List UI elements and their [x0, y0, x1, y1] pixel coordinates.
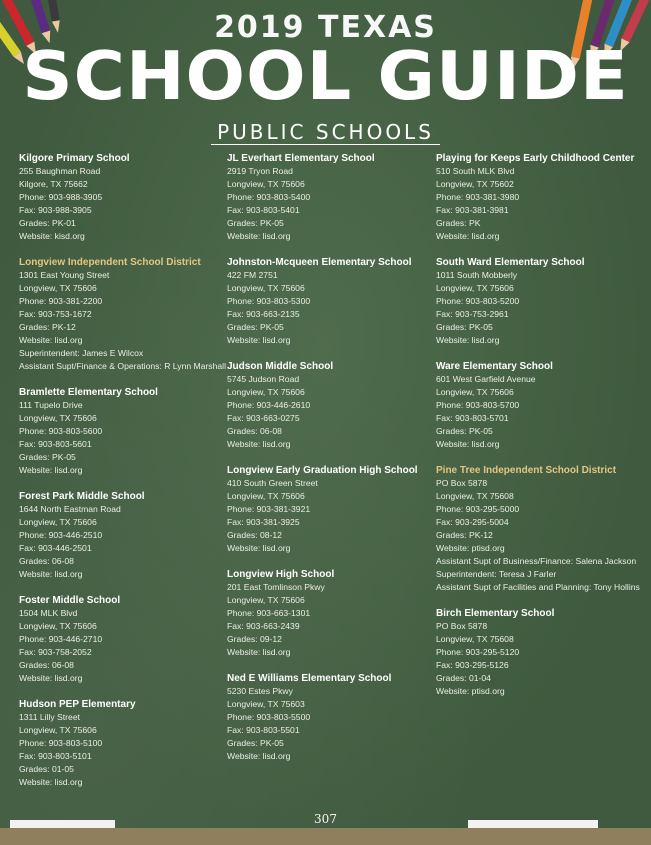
school-detail-line: Longview, TX 75606 [19, 725, 97, 735]
school-name: Longview Early Graduation High School [227, 465, 418, 476]
school-detail-line: Website: lisd.org [227, 543, 291, 553]
school-detail-line: Website: ptisd.org [436, 686, 505, 696]
school-detail-line: Fax: 903-803-5501 [227, 725, 300, 735]
school-name: Forest Park Middle School [19, 491, 145, 502]
school-detail-line: Longview, TX 75606 [436, 387, 514, 397]
school-column-2 [227, 152, 437, 776]
school-detail-line: Phone: 903-988-3905 [19, 192, 103, 202]
school-entry [436, 256, 646, 347]
school-detail-line: Fax: 903-803-5701 [436, 413, 509, 423]
school-detail-line: 422 FM 2751 [227, 270, 278, 280]
school-detail-line: Fax: 903-663-0275 [227, 413, 300, 423]
school-entry [227, 152, 437, 243]
school-detail-line: PO Box 5878 [436, 621, 488, 631]
school-detail-line: 410 South Green Street [227, 478, 318, 488]
school-detail-line: 1311 Lilly Street [19, 712, 80, 722]
school-name: Foster Middle School [19, 595, 121, 606]
school-entry [227, 360, 437, 451]
school-name: JL Everhart Elementary School [227, 153, 375, 164]
school-detail-line: Website: kisd.org [19, 231, 85, 241]
school-name: Playing for Keeps Early Childhood Center [436, 153, 635, 164]
school-detail-line: Fax: 903-753-1672 [19, 309, 92, 319]
school-detail-line: Longview, TX 75606 [19, 413, 97, 423]
school-detail-line: 111 Tupelo Drive [19, 400, 83, 410]
school-detail-line: Fax: 903-803-5101 [19, 751, 92, 761]
school-detail-line: Grades: 01-05 [19, 764, 74, 774]
school-detail-line: Assistant Supt/Finance & Operations: R Lynn Marshall [19, 361, 226, 371]
school-detail-line: Phone: 903-446-2610 [227, 400, 311, 410]
school-detail-line: Fax: 903-803-5401 [227, 205, 300, 215]
school-detail-line: Longview, TX 75606 [227, 491, 305, 501]
guide-main-title: SCHOOL GUIDE [22, 37, 629, 115]
school-detail-line: 510 South MLK Blvd [436, 166, 515, 176]
school-detail-line: Fax: 903-446-2501 [19, 543, 92, 553]
school-detail-line: Fax: 903-758-2052 [19, 647, 92, 657]
school-entry [19, 490, 229, 581]
school-column-1 [19, 152, 229, 802]
school-detail-line: Longview, TX 75606 [19, 517, 97, 527]
school-detail-line: Website: lisd.org [19, 777, 83, 787]
school-detail-line: 5230 Estes Pkwy [227, 686, 293, 696]
school-detail-line: Phone: 903-295-5120 [436, 647, 520, 657]
school-detail-line: Phone: 903-446-2710 [19, 634, 103, 644]
school-detail-line: Kilgore, TX 75662 [19, 179, 88, 189]
school-detail-line: Phone: 903-803-5200 [436, 296, 520, 306]
district-name: Pine Tree Independent School District [436, 465, 617, 476]
school-detail-line: 601 West Garfield Avenue [436, 374, 536, 384]
school-detail-line: Website: lisd.org [227, 231, 291, 241]
school-detail-line: 2919 Tryon Road [227, 166, 293, 176]
school-name: Ned E Williams Elementary School [227, 673, 392, 684]
school-detail-line: Longview, TX 75606 [227, 387, 305, 397]
school-detail-line: Longview, TX 75606 [227, 595, 305, 605]
school-detail-line: Website: ptisd.org [436, 543, 505, 553]
school-name: Birch Elementary School [436, 608, 555, 619]
school-detail-line: Phone: 903-803-5700 [436, 400, 520, 410]
school-detail-line: 1301 East Young Street [19, 270, 110, 280]
school-detail-line: Website: lisd.org [436, 439, 500, 449]
school-detail-line: Superintendent: James E Wilcox [19, 348, 144, 358]
section-subtitle-text: PUBLIC SCHOOLS [211, 120, 440, 145]
school-detail-line: Website: lisd.org [227, 335, 291, 345]
school-detail-line: Fax: 903-663-2439 [227, 621, 300, 631]
school-detail-line: Assistant Supt of Business/Finance: Salena Jackson [436, 556, 637, 566]
school-detail-line: Fax: 903-753-2961 [436, 309, 509, 319]
school-detail-line: Phone: 903-803-5500 [227, 712, 311, 722]
school-detail-line: Phone: 903-446-2510 [19, 530, 103, 540]
school-entry [227, 256, 437, 347]
school-detail-line: Phone: 903-663-1301 [227, 608, 311, 618]
school-detail-line: Phone: 903-381-3980 [436, 192, 520, 202]
school-detail-line: Website: lisd.org [19, 673, 83, 683]
school-detail-line: Grades: PK-05 [227, 738, 284, 748]
school-entry [19, 256, 229, 373]
school-detail-line: Grades: 09-12 [227, 634, 282, 644]
school-detail-line: Longview, TX 75608 [436, 634, 514, 644]
school-entry [436, 607, 646, 698]
school-detail-line: Superintendent: Teresa J Farler [436, 569, 557, 579]
school-detail-line: Longview, TX 75606 [436, 283, 514, 293]
school-detail-line: Fax: 903-295-5004 [436, 517, 509, 527]
guide-year-title: 2019 TEXAS [214, 10, 437, 45]
school-name: Johnston-Mcqueen Elementary School [227, 257, 412, 268]
school-detail-line: Grades: 06-08 [19, 660, 74, 670]
school-detail-line: Phone: 903-381-2200 [19, 296, 103, 306]
school-detail-line: Longview, TX 75606 [19, 283, 97, 293]
school-name: Judson Middle School [227, 361, 334, 372]
school-detail-line: Phone: 903-803-5400 [227, 192, 311, 202]
school-detail-line: 201 East Tomlinson Pkwy [227, 582, 325, 592]
school-entry [19, 386, 229, 477]
school-entry [227, 568, 437, 659]
school-detail-line: Website: lisd.org [19, 335, 83, 345]
school-detail-line: Phone: 903-803-5300 [227, 296, 311, 306]
school-detail-line: Website: lisd.org [227, 751, 291, 761]
school-detail-line: Assistant Supt of Facilities and Planning: Tony Hollins [436, 582, 640, 592]
school-detail-line: PO Box 5878 [436, 478, 488, 488]
school-detail-line: Website: lisd.org [19, 569, 83, 579]
school-detail-line: Fax: 903-988-3905 [19, 205, 92, 215]
school-detail-line: Fax: 903-663-2135 [227, 309, 300, 319]
school-detail-line: Grades: 06-08 [19, 556, 74, 566]
school-detail-line: Grades: PK [436, 218, 481, 228]
school-name: Ware Elementary School [436, 361, 553, 372]
school-detail-line: Grades: PK-12 [19, 322, 76, 332]
school-detail-line: Grades: PK-05 [436, 426, 493, 436]
district-name: Longview Independent School District [19, 257, 201, 268]
school-detail-line: Fax: 903-803-5601 [19, 439, 92, 449]
school-name: Bramlette Elementary School [19, 387, 158, 398]
school-detail-line: Grades: 06-08 [227, 426, 282, 436]
school-detail-line: 255 Baughman Road [19, 166, 101, 176]
school-detail-line: 1644 North Eastman Road [19, 504, 121, 514]
school-entry [227, 672, 437, 763]
school-detail-line: Phone: 903-295-5000 [436, 504, 520, 514]
section-subtitle [0, 120, 651, 144]
school-detail-line: Phone: 903-381-3921 [227, 504, 311, 514]
school-column-3 [436, 152, 646, 711]
school-detail-line: Grades: PK-05 [227, 218, 284, 228]
school-name: South Ward Elementary School [436, 257, 585, 268]
school-name: Longview High School [227, 569, 335, 580]
page-number: 307 [314, 812, 337, 826]
school-detail-line: Fax: 903-381-3925 [227, 517, 300, 527]
school-entry [436, 464, 646, 594]
school-detail-line: 5745 Judson Road [227, 374, 300, 384]
school-detail-line: 1504 MLK Blvd [19, 608, 78, 618]
school-detail-line: Longview, TX 75606 [227, 283, 305, 293]
school-entry [19, 698, 229, 789]
school-detail-line: Phone: 903-803-5600 [19, 426, 103, 436]
school-detail-line: Longview, TX 75602 [436, 179, 514, 189]
school-detail-line: Website: lisd.org [436, 231, 500, 241]
school-entry [227, 464, 437, 555]
school-name: Hudson PEP Elementary [19, 699, 136, 710]
school-detail-line: Website: lisd.org [227, 647, 291, 657]
school-entry [19, 594, 229, 685]
school-detail-line: Website: lisd.org [227, 439, 291, 449]
school-detail-line: Fax: 903-381-3981 [436, 205, 509, 215]
school-entry [436, 152, 646, 243]
school-entry [19, 152, 229, 243]
school-detail-line: Website: lisd.org [19, 465, 83, 475]
school-name: Kilgore Primary School [19, 153, 130, 164]
school-detail-line: Longview, TX 75603 [227, 699, 305, 709]
school-detail-line: Grades: 01-04 [436, 673, 491, 683]
school-detail-line: Grades: PK-12 [436, 530, 493, 540]
school-detail-line: Fax: 903-295-5126 [436, 660, 509, 670]
school-detail-line: 1011 South Mobberly [436, 270, 518, 280]
school-detail-line: Longview, TX 75606 [19, 621, 97, 631]
school-detail-line: Website: lisd.org [436, 335, 500, 345]
school-detail-line: Grades: PK-05 [227, 322, 284, 332]
school-detail-line: Longview, TX 75606 [227, 179, 305, 189]
school-detail-line: Grades: 08-12 [227, 530, 282, 540]
school-entry [436, 360, 646, 451]
school-detail-line: Grades: PK-05 [436, 322, 493, 332]
chalkboard-ledge [0, 828, 651, 845]
school-detail-line: Grades: PK-05 [19, 452, 76, 462]
school-detail-line: Longview, TX 75608 [436, 491, 514, 501]
school-detail-line: Grades: PK-01 [19, 218, 76, 228]
school-detail-line: Phone: 903-803-5100 [19, 738, 103, 748]
